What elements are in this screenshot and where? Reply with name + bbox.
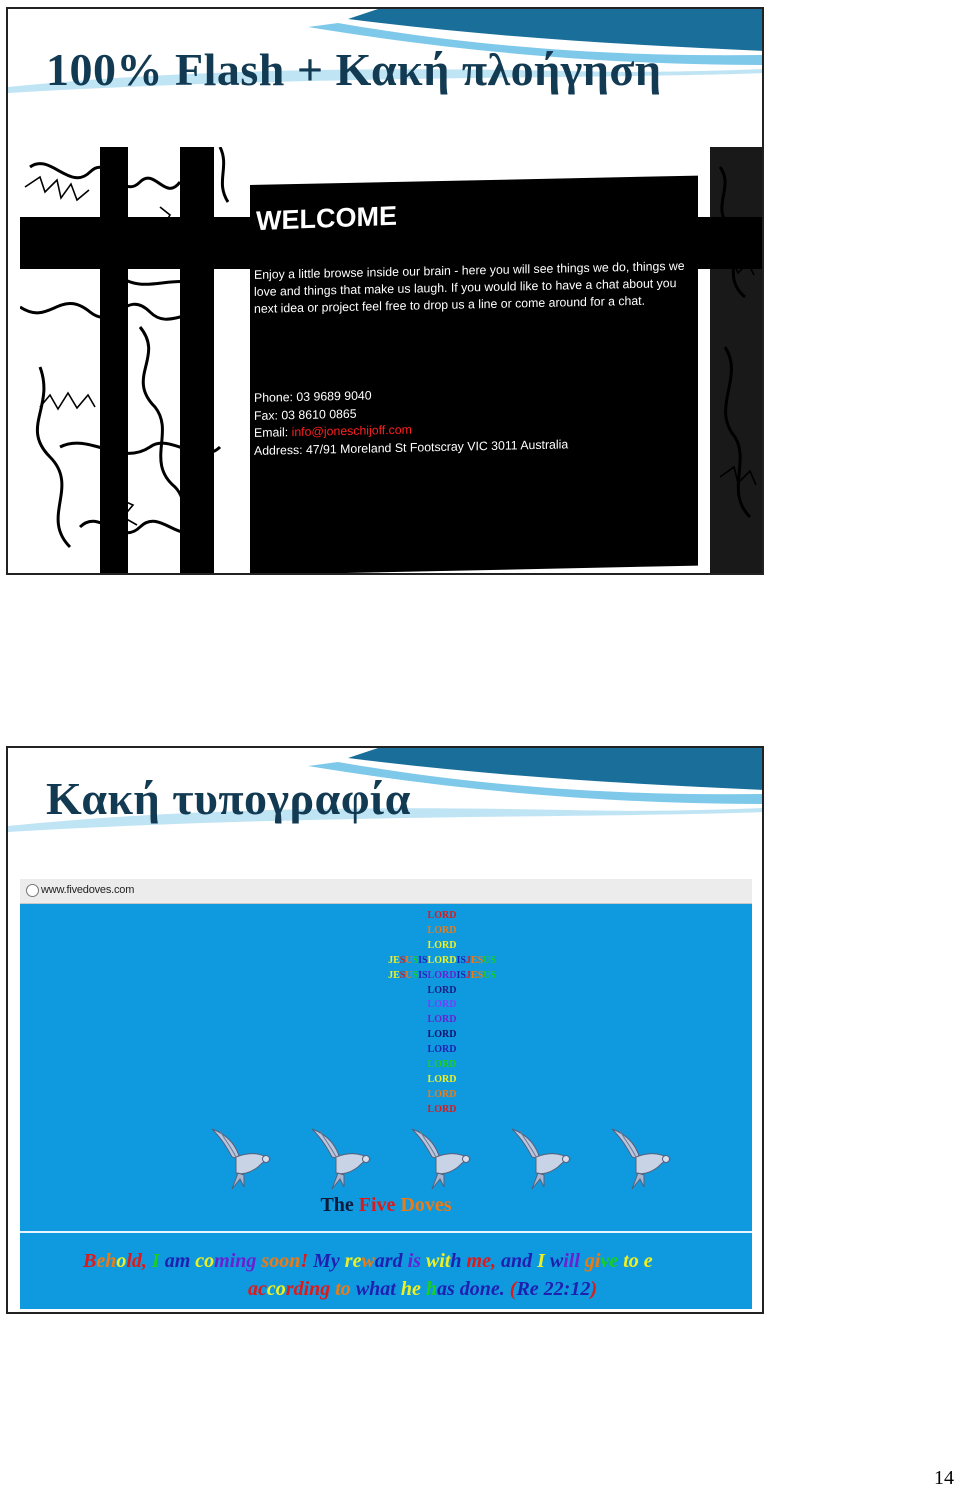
verse-text-run: rding [285,1278,336,1300]
lord-text-run: IS [418,969,428,981]
lord-text-run: S [399,969,406,981]
verse-text-run: ( [509,1278,517,1300]
verse-line-1 [20,1247,752,1275]
lord-line [342,1013,542,1028]
email-link[interactable]: info@joneschijoff.com [291,422,412,440]
verse-block [20,1247,752,1303]
verse-text-run: to e [623,1250,653,1272]
verse-text-run: as [436,1278,460,1300]
lord-text-run: ES [470,954,484,966]
lord-text-run: IS [456,969,466,981]
contact-info [254,383,568,460]
verse-text-run: B [83,1250,97,1272]
lord-text-run: LORD [427,1088,457,1100]
lord-line [342,954,542,969]
lord-line [342,924,542,939]
verse-text-run: am [164,1250,196,1272]
lord-text-run: LORD [427,939,457,951]
verse-text-run: o [116,1250,127,1272]
slide-flash-navigation [6,7,764,575]
verse-text-run: ld, [126,1250,152,1272]
verse-text-run: ming [214,1250,262,1272]
verse-text-run: w [361,1250,375,1272]
dove-image [306,1123,376,1193]
title-text-run: The [320,1194,359,1216]
flash-site-screenshot [20,147,764,575]
lord-line [342,969,542,984]
lord-text-run: JE [388,954,400,966]
lord-text-run: LORD [427,924,457,936]
lord-text-run: IS [418,954,428,966]
lord-text-run: ES [470,969,484,981]
lord-text-run: US [483,969,496,981]
lord-line [342,984,542,999]
globe-icon [26,884,39,897]
verse-text-run: ill [563,1250,585,1272]
lord-text-run: S [412,969,419,981]
fivedoves-site-screenshot [20,879,752,1309]
dove-image [206,1123,276,1193]
email-label: Email: [254,425,292,440]
lord-text-run: US [483,954,496,966]
slide-bad-typography [6,746,764,1314]
lord-line [342,939,542,954]
verse-text-run: ve [600,1250,624,1272]
lord-line [342,1103,542,1118]
verse-text-run: re [344,1250,362,1272]
lord-text-run: J [465,954,471,966]
verse-text-run: h [425,1278,437,1300]
dove-image [606,1123,676,1193]
fax-line: Fax: 03 8610 0865 [254,406,357,423]
lord-text-run: LORD [427,999,457,1011]
verse-text-run: wit [425,1250,451,1272]
page-number: 14 [934,1467,954,1489]
lord-text-run: LORD [427,1029,457,1041]
verse-text-run: gi [584,1250,601,1272]
lord-text-run: LORD [427,1044,457,1056]
lord-text-run: JE [388,969,400,981]
welcome-panel [250,176,698,575]
slide-title: 100% Flash + Κακή πλοήγηση [46,44,662,95]
address-line: Address: 47/91 Moreland St Footscray VIC 3011 Australia [254,436,569,458]
verse-text-run: me, [466,1250,501,1272]
verse-text-run: co [266,1278,286,1300]
lord-line [342,1028,542,1043]
lord-text-run: LORD [427,910,457,921]
lord-text-run: LORD [427,1059,457,1071]
lord-text-run: S [412,954,419,966]
welcome-intro-text: Enjoy a little browse inside our brain - here you will see things we do, things we love and things that make us laugh. If you would like to have a chat about you next idea or project feel free to drop us a line or come around for a chat. [254,258,685,316]
verse-text-run: is [407,1250,426,1272]
lord-text-run: S [399,954,406,966]
lord-line [342,1043,542,1058]
lord-text-run: U [405,954,413,966]
verse-text-run: co [195,1250,215,1272]
verse-text-run: I [537,1250,550,1272]
welcome-heading: WELCOME [256,200,397,237]
verse-text-run: My [313,1250,345,1272]
verse-text-run: soon [261,1250,301,1272]
verse-line-2 [20,1275,752,1303]
lord-text-run: LORD [427,1103,457,1115]
verse-text-run: h [450,1250,467,1272]
lord-text-run: LORD [427,1014,457,1026]
lord-line [342,1058,542,1073]
slide-title: Κακή τυπογραφία [46,773,411,824]
verse-text-run: done. [459,1278,510,1300]
verse-text-run: ) [590,1278,597,1300]
lord-line [342,909,542,924]
verse-text-run: w [549,1250,564,1272]
verse-text-run: eh [96,1250,117,1272]
lord-text-run: LORD [427,954,457,966]
lord-column [342,909,542,1118]
verse-text-run: what [355,1278,401,1300]
dove-image [406,1123,476,1193]
verse-text-run: ac [248,1278,267,1300]
title-text-run: Doves [400,1194,452,1216]
phone-line: Phone: 03 9689 9040 [254,388,372,405]
lord-text-run: LORD [427,969,457,981]
verse-text-run: ! [300,1250,314,1272]
verse-text-run: he [400,1278,426,1300]
five-doves-title [20,1194,752,1217]
divider [20,1231,752,1233]
browser-address-bar[interactable] [20,879,752,904]
verse-text-run: I [151,1250,165,1272]
lord-text-run: U [405,969,413,981]
lord-text-run: IS [456,954,466,966]
dove-image [506,1123,576,1193]
verse-text-run: Re 22:12 [516,1278,591,1300]
lord-line [342,1073,542,1088]
lord-text-run: LORD [427,984,457,996]
url-text[interactable]: www.fivedoves.com [41,884,135,896]
verse-text-run: ard [374,1250,408,1272]
title-text-run: Five [358,1194,401,1216]
lord-text-run: J [465,969,471,981]
lord-line [342,1088,542,1103]
lord-line [342,998,542,1013]
lord-text-run: LORD [427,1073,457,1085]
verse-text-run: and [500,1250,538,1272]
verse-text-run: to [335,1278,356,1300]
